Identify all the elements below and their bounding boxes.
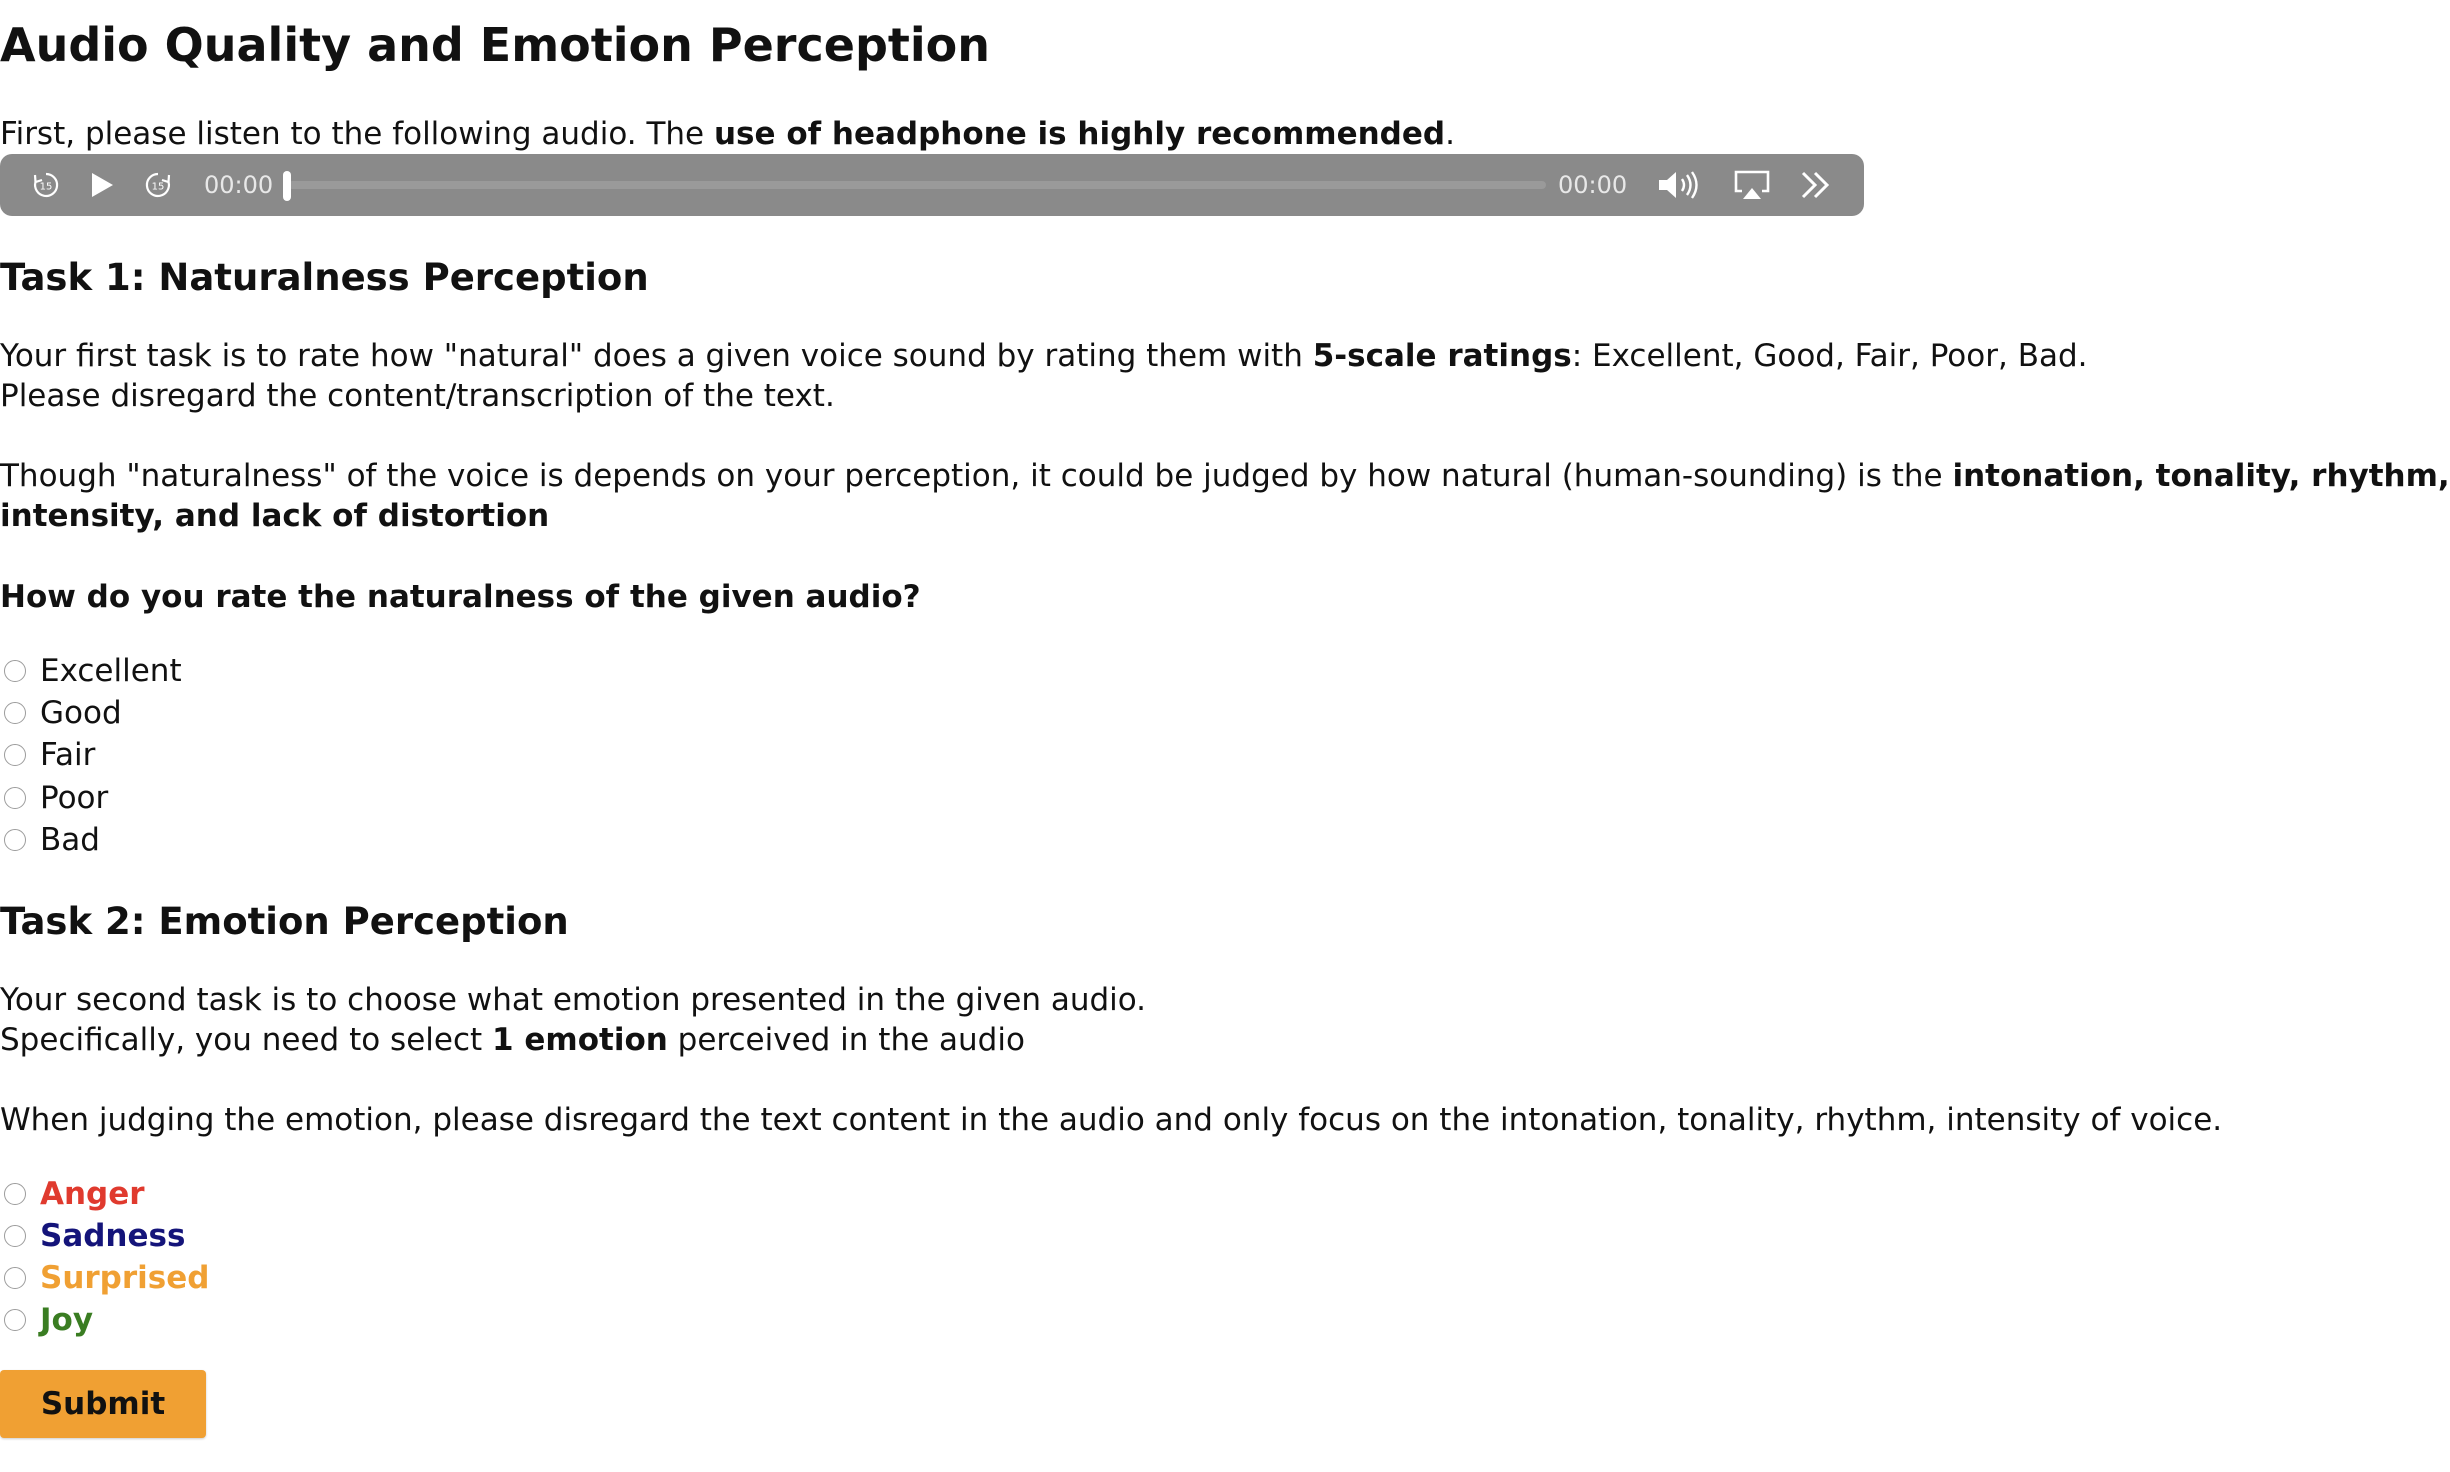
svg-text:15: 15 [151, 181, 165, 193]
radio-joy[interactable] [4, 1309, 26, 1331]
task1-p1-bold: 5-scale ratings [1312, 338, 1572, 374]
airplay-icon[interactable] [1730, 154, 1774, 216]
submit-button[interactable]: Submit [0, 1370, 206, 1438]
emotion-label: Joy [40, 1302, 94, 1338]
task1-p1-prefix: Your first task is to rate how "natural" does a given voice sound by rating them with [0, 338, 1313, 374]
task2-paragraph-3: When judging the emotion, please disregard the text content in the audio and only focus on the intonation, tonality, rhythm, intensity of voice. [0, 1102, 2223, 1138]
duration-time: 00:00 [1558, 171, 1628, 199]
task2-paragraph-1: Your second task is to choose what emotion presented in the given audio. [0, 982, 1147, 1018]
emotion-option-sadness[interactable] [0, 1216, 185, 1256]
rating-label: Poor [40, 780, 109, 816]
emotion-option-surprised[interactable] [0, 1258, 209, 1298]
radio-poor[interactable] [4, 787, 26, 809]
task1-paragraph-2: Please disregard the content/transcription of the text. [0, 378, 835, 414]
task1-question: How do you rate the naturalness of the given audio? [0, 579, 921, 615]
rating-option-good[interactable] [0, 693, 122, 733]
rating-label: Bad [40, 822, 100, 858]
task1-p3-prefix: Though "naturalness" of the voice is depends on your perception, it could be judged by how natural (human-sounding) is the [0, 458, 1953, 494]
radio-anger[interactable] [4, 1183, 26, 1205]
rating-option-excellent[interactable] [0, 651, 182, 691]
task1-paragraph-1 [0, 336, 2088, 376]
emotion-option-anger[interactable] [0, 1174, 145, 1214]
rating-label: Good [40, 695, 122, 731]
rating-label: Fair [40, 737, 96, 773]
emotion-option-joy[interactable] [0, 1300, 93, 1340]
speed-icon[interactable] [1796, 154, 1836, 216]
progress-track[interactable] [288, 181, 1546, 189]
radio-surprised[interactable] [4, 1267, 26, 1289]
current-time: 00:00 [204, 171, 274, 199]
task2-paragraph-2 [0, 1020, 1025, 1060]
audio-player[interactable] [0, 154, 1864, 216]
volume-icon[interactable] [1654, 154, 1706, 216]
intro-text [0, 114, 1455, 154]
task2-p2-bold: 1 emotion [492, 1022, 668, 1058]
task2-p2-prefix: Specifically, you need to select [0, 1022, 493, 1058]
emotion-label: Anger [40, 1176, 145, 1212]
radio-bad[interactable] [4, 829, 26, 851]
radio-fair[interactable] [4, 744, 26, 766]
radio-sadness[interactable] [4, 1225, 26, 1247]
task1-p1-suffix: : Excellent, Good, Fair, Poor, Bad. [1571, 338, 2088, 374]
svg-text:15: 15 [39, 181, 53, 193]
task1-paragraph-3a [0, 456, 2450, 496]
radio-good[interactable] [4, 702, 26, 724]
rating-label: Excellent [40, 653, 182, 689]
intro-bold: use of headphone is highly recommended [713, 116, 1446, 152]
page-title: Audio Quality and Emotion Perception [0, 18, 990, 72]
rating-option-fair[interactable] [0, 735, 95, 775]
progress-thumb[interactable] [283, 171, 291, 201]
task1-p3-bold-a: intonation, tonality, rhythm, [1952, 458, 2450, 494]
rating-option-poor[interactable] [0, 778, 108, 818]
task1-heading: Task 1: Naturalness Perception [0, 256, 649, 299]
emotion-label: Sadness [40, 1218, 186, 1254]
play-icon[interactable] [82, 154, 122, 216]
radio-excellent[interactable] [4, 660, 26, 682]
emotion-label: Surprised [40, 1260, 210, 1296]
rewind-15-icon[interactable] [26, 154, 66, 216]
intro-suffix: . [1445, 116, 1455, 152]
task1-paragraph-3b: intensity, and lack of distortion [0, 498, 550, 534]
forward-15-icon[interactable] [138, 154, 178, 216]
intro-prefix: First, please listen to the following audio. The [0, 116, 714, 152]
task2-p2-suffix: perceived in the audio [667, 1022, 1025, 1058]
task2-heading: Task 2: Emotion Perception [0, 900, 569, 943]
rating-option-bad[interactable] [0, 820, 100, 860]
